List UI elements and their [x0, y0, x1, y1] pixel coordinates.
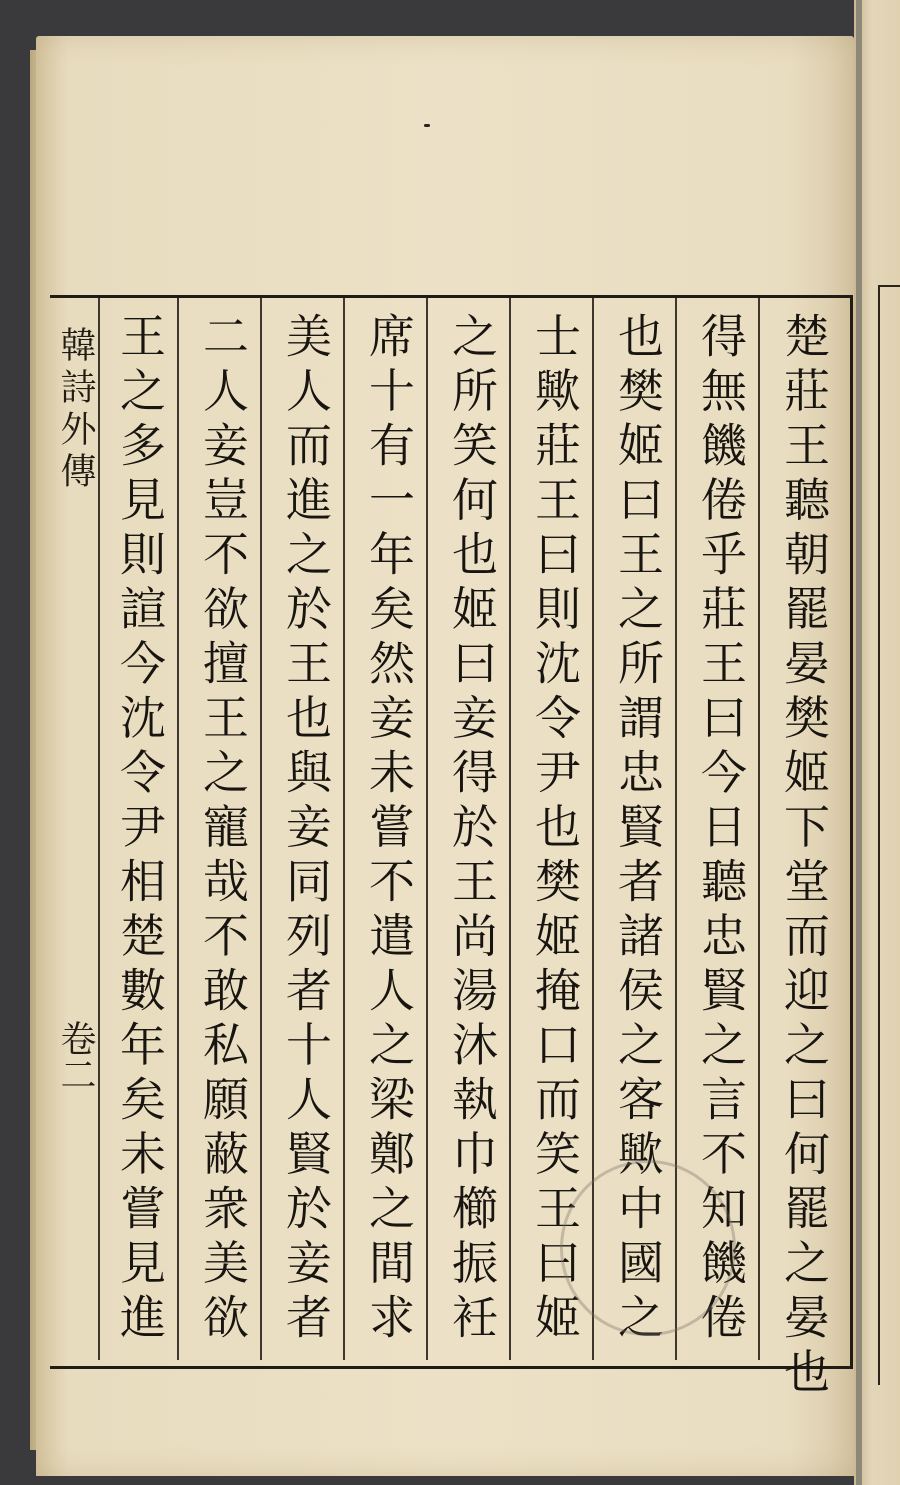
ink-speck: [424, 124, 430, 127]
margin-rule: [98, 298, 100, 1360]
column-rule: [343, 298, 345, 1360]
next-page-rule: [878, 285, 880, 1385]
folio-label: 卷二: [55, 1020, 96, 1092]
text-column-3: 也樊姬曰王之所謂忠賢者諸侯之客歟中國之: [611, 312, 665, 1348]
column-rule: [260, 298, 262, 1360]
column-rule: [177, 298, 179, 1360]
text-column-2: 得無饑倦乎莊王曰今日聽忠賢之言不知饑倦: [694, 312, 748, 1348]
next-page-frame-top: [878, 285, 900, 287]
text-column-7: 美人而進之於王也與妾同列者十人賢於妾者: [279, 312, 333, 1348]
text-column-9: 王之多見則諠今沈令尹相楚數年矣未嘗見進: [113, 312, 167, 1348]
column-rule: [509, 298, 511, 1360]
column-rule: [426, 298, 428, 1360]
book-spine: [856, 0, 862, 1485]
text-column-5: 之所笑何也姬曰妾得於王尚湯沐執巾櫛振衽: [445, 312, 499, 1348]
text-column-6: 席十有一年矣然妾未嘗不遣人之梁鄭之間求: [362, 312, 416, 1348]
column-rule: [758, 298, 760, 1360]
text-column-1: 楚莊王聽朝罷晏樊姬下堂而迎之曰何罷之晏也: [777, 312, 831, 1402]
margin-title: 韓詩外傳: [55, 326, 96, 494]
text-column-4: 士歟莊王曰則沈令尹也樊姬掩口而笑王曰姬: [528, 312, 582, 1348]
text-column-8: 二人妾豈不欲擅王之寵哉不敢私願蔽衆美欲: [196, 312, 250, 1348]
